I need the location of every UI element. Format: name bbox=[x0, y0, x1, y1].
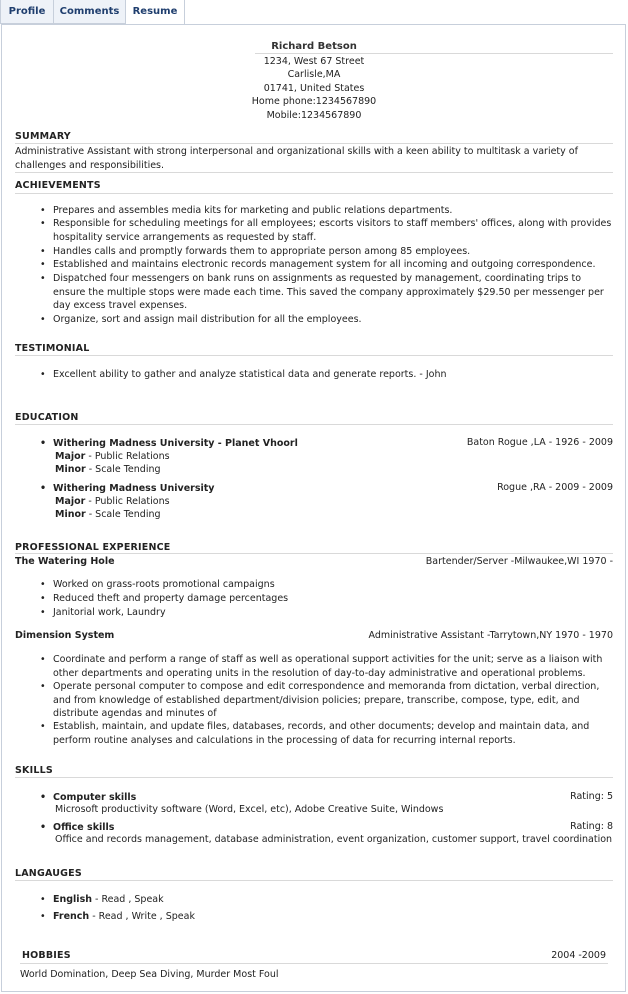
divider bbox=[20, 963, 608, 964]
tab-bar bbox=[0, 0, 628, 25]
divider bbox=[15, 143, 613, 144]
job-company: The Watering Hole bbox=[15, 556, 115, 567]
contact-street: 1234, West 67 Street bbox=[263, 56, 365, 67]
divider bbox=[15, 355, 613, 356]
skill-description: Office and records management, database administration, event organization, customer support, travel coordination bbox=[55, 834, 613, 845]
achievements-heading: ACHIEVEMENTS bbox=[15, 180, 101, 191]
divider bbox=[15, 424, 613, 425]
language-detail: - Read , Speak bbox=[95, 894, 164, 905]
testimonial-heading: TESTIMONIAL bbox=[15, 343, 90, 354]
minor-value: - Scale Tending bbox=[88, 464, 161, 475]
education-minor bbox=[55, 464, 161, 475]
list-item: • Janitorial work, Laundry bbox=[53, 606, 613, 620]
hobbies-years: 2004 -2009 bbox=[551, 950, 606, 961]
divider bbox=[15, 880, 613, 881]
education-minor bbox=[55, 509, 161, 520]
tab-resume[interactable]: Resume bbox=[125, 0, 185, 25]
language-item bbox=[53, 910, 613, 924]
languages-heading: LANGAUGES bbox=[15, 868, 82, 879]
list-item: • Responsible for scheduling meetings for all employees; escorts visitors to staff members' offices, along with provides hospitality service arrangements as requested by staff. bbox=[53, 217, 613, 244]
summary-heading: SUMMARY bbox=[15, 131, 71, 142]
tab-profile[interactable]: Profile bbox=[0, 0, 54, 24]
divider bbox=[15, 172, 613, 173]
divider bbox=[15, 777, 613, 778]
list-item: • Dispatched four messengers on bank runs on assignments as requested by management, coordinating trips to ensure the multiple stops were made each time. This saved the company approximately $29.50 per messenger per day excess travel expenses. bbox=[53, 272, 613, 313]
hobbies-heading: HOBBIES bbox=[22, 950, 71, 961]
skill-description: Microsoft productivity software (Word, Excel, etc), Adobe Creative Suite, Windows bbox=[55, 804, 444, 815]
skill-name: • Office skills bbox=[53, 821, 453, 835]
contact-mobile: Mobile:1234567890 bbox=[266, 110, 362, 121]
list-item: • Prepares and assembles media kits for marketing and public relations departments. bbox=[53, 204, 613, 218]
job-company: Dimension System bbox=[15, 630, 115, 641]
skill-name: • Computer skills bbox=[53, 791, 453, 805]
list-item: • Reduced theft and property damage percentages bbox=[53, 592, 613, 606]
list-item: • Established and maintains electronic records management system for all incoming and outgoing correspondence. bbox=[53, 258, 613, 272]
minor-label: Minor bbox=[55, 464, 86, 475]
hobbies-text: World Domination, Deep Sea Diving, Murder Most Foul bbox=[20, 969, 279, 980]
language-name: French bbox=[53, 911, 90, 922]
education-location: Baton Rogue ,LA - 1926 - 2009 bbox=[466, 437, 613, 448]
major-label: Major bbox=[55, 496, 86, 507]
list-item: • Organize, sort and assign mail distribution for all the employees. bbox=[53, 313, 613, 327]
education-school: • Withering Madness University bbox=[53, 482, 453, 496]
job-role: Bartender/Server -Milwaukee,WI 1970 - bbox=[425, 556, 613, 567]
language-item bbox=[53, 893, 613, 907]
education-major bbox=[55, 451, 170, 462]
minor-label: Minor bbox=[55, 509, 86, 520]
education-heading: EDUCATION bbox=[15, 412, 79, 423]
divider bbox=[15, 193, 613, 194]
list-item: • Handles calls and promptly forwards them to appropriate person among 85 employees. bbox=[53, 245, 613, 259]
contact-city: Carlisle,MA bbox=[287, 69, 341, 80]
education-location: Rogue ,RA - 2009 - 2009 bbox=[497, 482, 613, 493]
list-item: • Establish, maintain, and update files, databases, records, and other documents; develop and maintain data, and perform routine analyses and calculations in the processing of data for recurring internal reports. bbox=[53, 720, 613, 747]
experience-heading: PROFESSIONAL EXPERIENCE bbox=[15, 542, 171, 553]
language-name: English bbox=[53, 894, 92, 905]
list-item: • Excellent ability to gather and analyze statistical data and generate reports. - John bbox=[53, 368, 613, 382]
skills-heading: SKILLS bbox=[15, 765, 53, 776]
contact-home-phone: Home phone:1234567890 bbox=[251, 96, 377, 107]
skill-rating: Rating: 5 bbox=[570, 791, 613, 802]
contact-zip: 01741, United States bbox=[263, 83, 365, 94]
divider bbox=[15, 553, 613, 554]
education-major bbox=[55, 496, 170, 507]
summary-text: Administrative Assistant with strong interpersonal and organizational skills with a keen ability to multitask a variety of challenges and responsibilities. bbox=[15, 146, 578, 171]
major-label: Major bbox=[55, 451, 86, 462]
job-role: Administrative Assistant -Tarrytown,NY 1970 - 1970 bbox=[368, 630, 613, 641]
language-detail: - Read , Write , Speak bbox=[92, 911, 195, 922]
major-value: - Public Relations bbox=[88, 496, 170, 507]
list-item: • Operate personal computer to compose and edit correspondence and memoranda from dictation, verbal direction, and from knowledge of established department/division policies; prepare, transcribe, compose, type, edit, and distribute agendas and minutes of bbox=[53, 680, 613, 721]
major-value: - Public Relations bbox=[88, 451, 170, 462]
education-school: • Withering Madness University - Planet Vhoorl bbox=[53, 437, 453, 451]
list-item: • Coordinate and perform a range of staff as well as operational support activities for the unit; serve as a liaison with other departments and operating units in the resolution of day-to-day administrative and operational problems. bbox=[53, 653, 613, 680]
resume-name: Richard Betson bbox=[271, 41, 357, 52]
list-item: • Worked on grass-roots promotional campaigns bbox=[53, 578, 613, 592]
minor-value: - Scale Tending bbox=[88, 509, 161, 520]
divider bbox=[255, 53, 613, 54]
skill-rating: Rating: 8 bbox=[570, 821, 613, 832]
tab-comments[interactable]: Comments bbox=[53, 0, 126, 24]
